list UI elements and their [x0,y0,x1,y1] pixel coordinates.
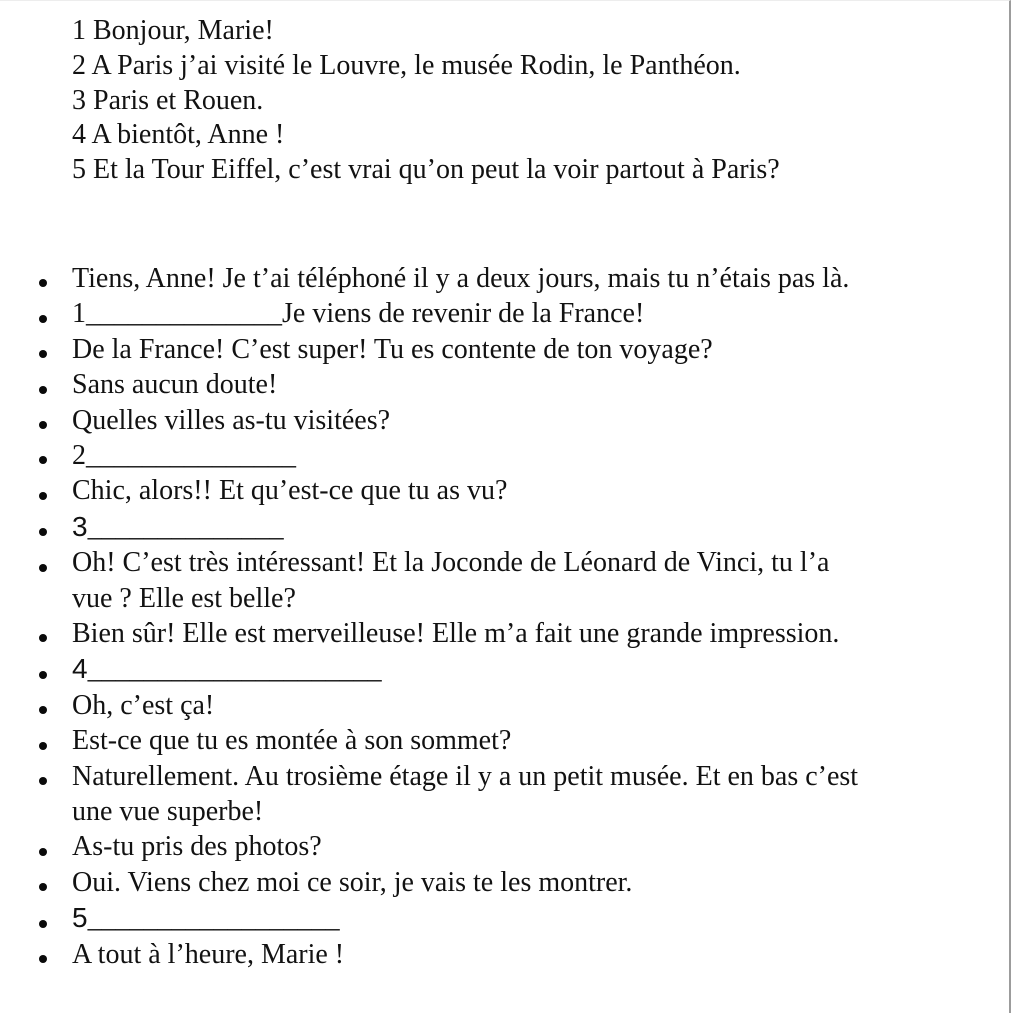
dialogue-text: Est-ce que tu es montée à son sommet? [72,725,512,757]
item-text: Et la Tour Eiffel, c’est vrai qu’on peut la voir partout à Paris? [86,154,780,186]
item-number: 3 [72,84,86,116]
dialogue-blank-line [0,296,1009,331]
item-number: 2 [72,49,86,81]
dialogue-text: Bien sûr! Elle est merveilleuse! Elle m’a fait une grande impression. [72,618,840,650]
bullet-icon [39,386,47,394]
dialogue-blank-line [0,651,1009,687]
blank-underline: _______________ [86,440,296,472]
bullet-icon [39,955,47,963]
blank-number: 3 [72,510,88,542]
dialogue-line [0,759,1009,794]
blank-underline: _____________________ [87,654,382,686]
dialogue-blank-line [0,509,1009,545]
numbered-item [0,118,1009,153]
dialogue-text: une vue superbe! [72,796,264,828]
bullet-icon [39,706,47,714]
dialogue-line [0,332,1009,367]
dialogue-line [0,865,1009,900]
bullet-icon [39,883,47,891]
bullet-icon [39,634,47,642]
dialogue-continuation-line [0,794,1009,829]
bullet-icon [39,421,47,429]
item-number: 4 [72,119,86,151]
dialogue-line [0,616,1009,651]
blank-number: 2 [72,440,86,472]
blank-number: 4 [72,653,88,685]
dialogue-line [0,473,1009,508]
bullet-icon [39,564,47,572]
dialogue-line [0,261,1009,296]
dialogue-continuation-line [0,581,1009,616]
numbered-item [0,14,1009,49]
dialogue-line [0,937,1009,972]
bullet-icon [39,920,47,928]
item-text: A Paris j’ai visité le Louvre, le musée Rodin, le Panthéon. [86,49,741,81]
bullet-icon [39,279,47,287]
dialogue-list [0,261,1009,972]
item-text: Bonjour, Marie! [86,15,274,46]
numbered-item [0,49,1009,84]
item-text: A bientôt, Anne ! [86,119,285,151]
bullet-icon [39,671,47,679]
blank-after-text: Je viens de revenir de la France! [282,298,645,330]
dialogue-line [0,545,1009,580]
dialogue-text: Quelles villes as-tu visitées? [72,404,391,436]
bullet-icon [39,742,47,750]
dialogue-line [0,367,1009,402]
item-number: 5 [72,154,86,186]
dialogue-text: A tout à l’heure, Marie ! [72,938,345,970]
dialogue-text: Oui. Viens chez moi ce soir, je vais te les montrer. [72,866,633,898]
dialogue-line [0,403,1009,438]
dialogue-text: Naturellement. Au trosième étage il y a un petit musée. Et en bas c’est [72,760,859,792]
dialogue-text: Chic, alors!! Et qu’est-ce que tu as vu? [72,475,508,507]
numbered-item [0,84,1009,119]
dialogue-blank-line [0,900,1009,936]
bullet-icon [39,350,47,358]
dialogue-text: As-tu pris des photos? [72,831,322,863]
bullet-icon [39,848,47,856]
bullet-icon [39,777,47,785]
blank-number: 5 [72,902,88,934]
numbered-item [0,153,1009,188]
dialogue-line [0,688,1009,723]
item-text: Paris et Rouen. [86,84,264,116]
bullet-icon [39,315,47,323]
reply-options-list [0,1,1009,188]
dialogue-text: Sans aucun doute! [72,369,278,401]
dialogue-line [0,829,1009,864]
bullet-icon [39,456,47,464]
blank-number: 1 [72,298,86,330]
item-number: 1 [72,15,86,46]
dialogue-text: Oh! C’est très intéressant! Et la Joconde de Léonard de Vinci, tu l’a [72,547,830,579]
dialogue-blank-line [0,438,1009,473]
bullet-icon [39,528,47,536]
blank-underline: ______________ [87,511,284,543]
dialogue-text: De la France! C’est super! Tu es contente de ton voyage? [72,333,713,365]
dialogue-line [0,723,1009,758]
dialogue-text: Oh, c’est ça! [72,689,215,721]
blank-underline: __________________ [87,903,340,935]
blank-underline: ______________ [86,298,282,330]
dialogue-text: Tiens, Anne! Je t’ai téléphoné il y a deux jours, mais tu n’étais pas là. [72,262,850,294]
bullet-icon [39,492,47,500]
dialogue-text: vue ? Elle est belle? [72,582,296,614]
